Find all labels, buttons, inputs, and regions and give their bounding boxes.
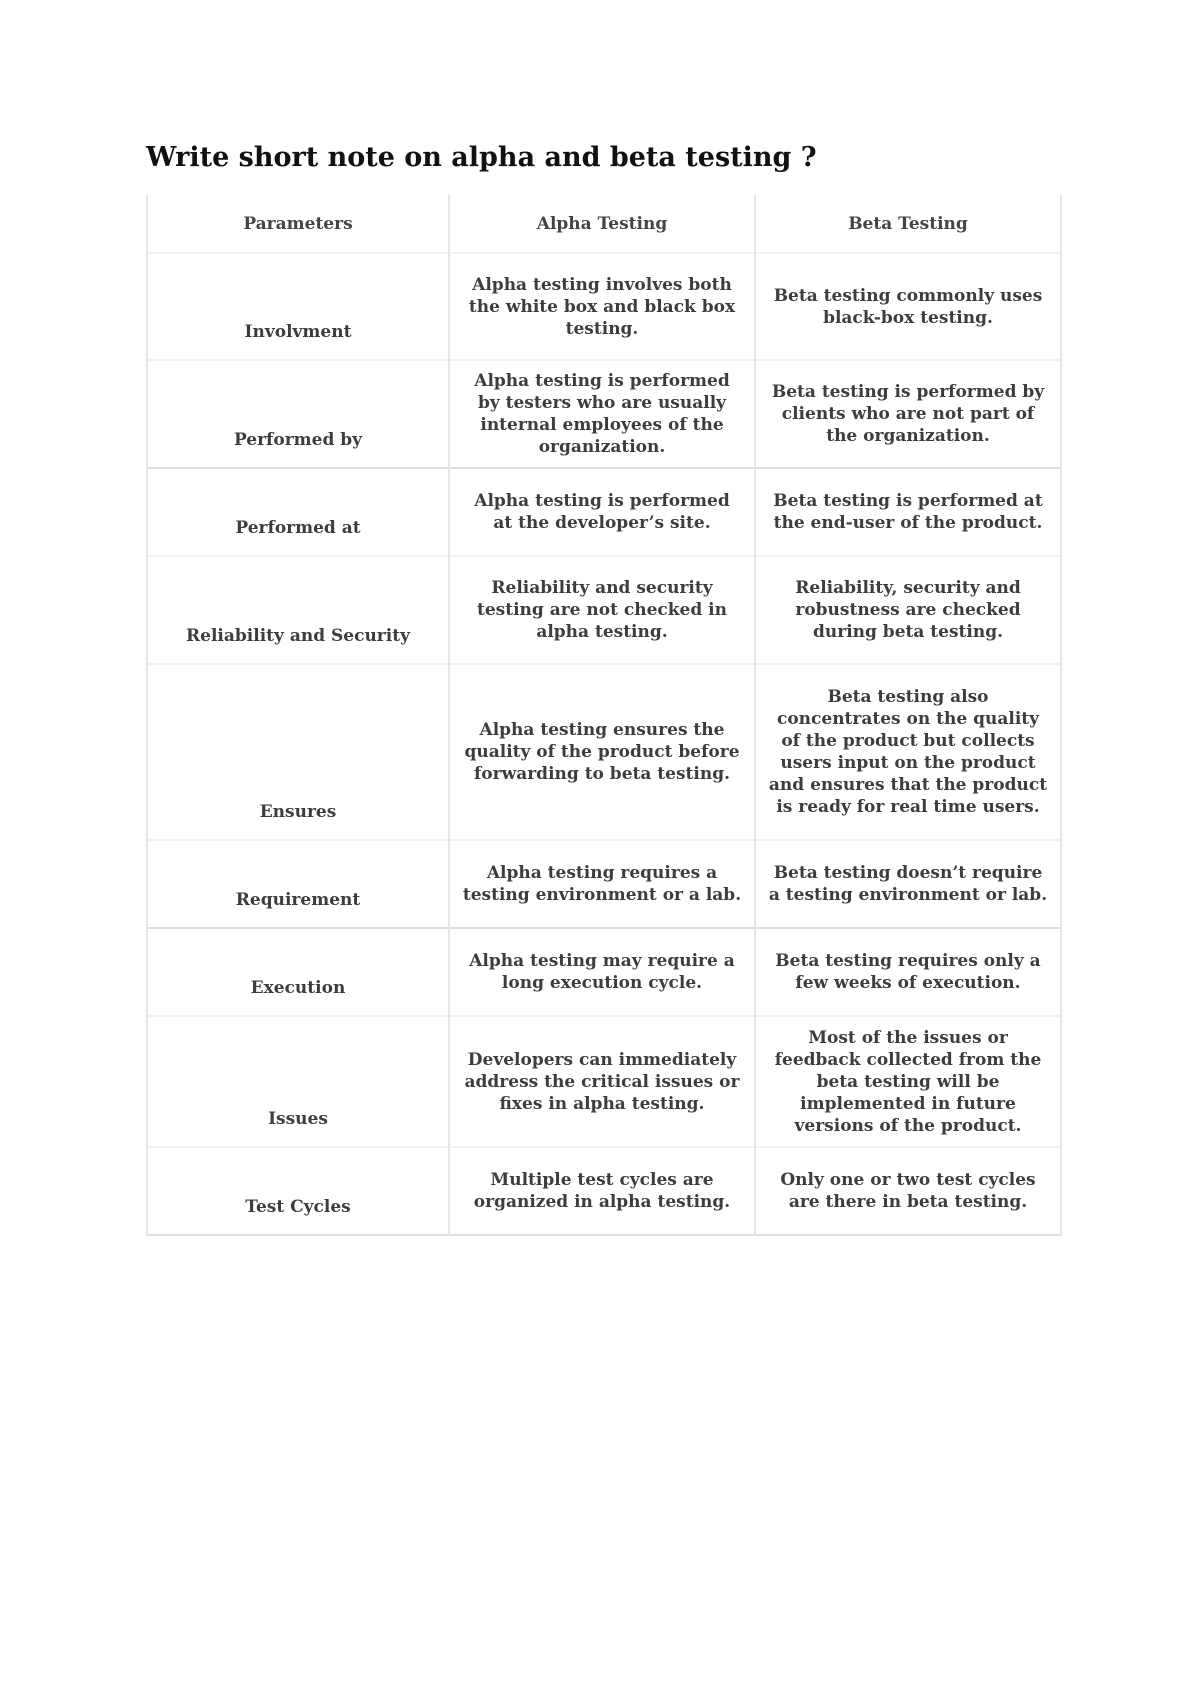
row-alpha: Alpha testing ensures the quality of the product before forwarding to beta testing. bbox=[449, 664, 755, 840]
table-row bbox=[147, 360, 1061, 468]
row-beta: Beta testing commonly uses black-box testing. bbox=[755, 253, 1061, 360]
row-parameter: Performed by bbox=[147, 360, 449, 468]
header-alpha-testing: Alpha Testing bbox=[449, 195, 755, 253]
row-beta: Beta testing is performed at the end-user of the product. bbox=[755, 468, 1061, 556]
table-row bbox=[147, 840, 1061, 928]
row-parameter: Involvment bbox=[147, 253, 449, 360]
table-header-row bbox=[147, 195, 1061, 253]
table-row bbox=[147, 928, 1061, 1016]
table-row bbox=[147, 664, 1061, 840]
row-parameter: Requirement bbox=[147, 840, 449, 928]
row-beta: Most of the issues or feedback collected from the beta testing will be implemented in future versions of the product. bbox=[755, 1016, 1061, 1147]
header-parameters: Parameters bbox=[147, 195, 449, 253]
row-alpha: Alpha testing is performed by testers who are usually internal employees of the organization. bbox=[449, 360, 755, 468]
row-parameter: Execution bbox=[147, 928, 449, 1016]
row-beta: Beta testing doesn’t require a testing environment or lab. bbox=[755, 840, 1061, 928]
row-alpha: Alpha testing is performed at the developer’s site. bbox=[449, 468, 755, 556]
page-title: Write short note on alpha and beta testing ? bbox=[146, 142, 817, 173]
row-alpha: Reliability and security testing are not checked in alpha testing. bbox=[449, 556, 755, 664]
row-alpha: Multiple test cycles are organized in alpha testing. bbox=[449, 1147, 755, 1235]
table-row bbox=[147, 253, 1061, 360]
table-row bbox=[147, 1147, 1061, 1235]
row-parameter: Test Cycles bbox=[147, 1147, 449, 1235]
table-row bbox=[147, 468, 1061, 556]
table-row bbox=[147, 1016, 1061, 1147]
row-beta: Beta testing requires only a few weeks of execution. bbox=[755, 928, 1061, 1016]
header-beta-testing: Beta Testing bbox=[755, 195, 1061, 253]
row-parameter: Issues bbox=[147, 1016, 449, 1147]
row-alpha: Alpha testing involves both the white box and black box testing. bbox=[449, 253, 755, 360]
row-parameter: Performed at bbox=[147, 468, 449, 556]
comparison-table bbox=[146, 195, 1062, 1236]
row-alpha: Alpha testing may require a long execution cycle. bbox=[449, 928, 755, 1016]
row-alpha: Developers can immediately address the critical issues or fixes in alpha testing. bbox=[449, 1016, 755, 1147]
row-parameter: Ensures bbox=[147, 664, 449, 840]
row-beta: Beta testing is performed by clients who are not part of the organization. bbox=[755, 360, 1061, 468]
row-alpha: Alpha testing requires a testing environment or a lab. bbox=[449, 840, 755, 928]
table-row bbox=[147, 556, 1061, 664]
row-parameter: Reliability and Security bbox=[147, 556, 449, 664]
row-beta: Only one or two test cycles are there in beta testing. bbox=[755, 1147, 1061, 1235]
row-beta: Reliability, security and robustness are checked during beta testing. bbox=[755, 556, 1061, 664]
row-beta: Beta testing also concentrates on the quality of the product but collects users input on the product and ensures that the product is ready for real time users. bbox=[755, 664, 1061, 840]
